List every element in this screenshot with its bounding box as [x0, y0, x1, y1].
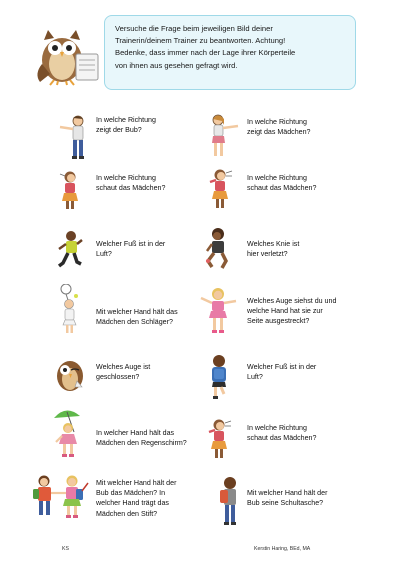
question-text: Mit welcher Hand hält das Mädchen den Schläger?: [96, 308, 178, 327]
girl-backpack-icon: [205, 354, 233, 400]
footer-author: Kerstin Haring, BEd, MA: [254, 546, 311, 552]
question-text: Mit welcher Hand hält der Bub das Mädchen? In welcher Hand trägt das Mädchen den Stift?: [96, 479, 177, 518]
footer-initials: KS: [62, 546, 69, 552]
girl-looking-icon: [57, 170, 83, 210]
girl-tennis-icon: [54, 284, 84, 334]
question-text: In welche Richtung schaut das Mädchen?: [96, 174, 166, 193]
question-text: Welcher Fuß ist in der Luft?: [247, 363, 317, 382]
boy-pointing-icon: [58, 114, 92, 160]
girl-pointing-icon: [208, 113, 242, 159]
girl-umbrella-icon: [52, 406, 86, 458]
boy-schoolbag-icon: [216, 476, 244, 528]
question-text: Welches Auge ist geschlossen?: [96, 363, 151, 382]
question-text: In welche Richtung zeigt der Bub?: [96, 116, 156, 135]
instruction-line: Versuche die Frage beim jeweiligen Bild deiner: [115, 24, 273, 33]
question-text: In welche Richtung schaut das Mädchen?: [247, 174, 317, 193]
question-text: In welcher Hand hält das Mädchen den Regenschirm?: [96, 429, 187, 448]
girl-waving-icon: [198, 286, 240, 334]
instruction-line: Bedenke, dass immer nach der Lage ihrer Körperteile: [115, 48, 296, 58]
question-text: Welches Knie ist hier verletzt?: [247, 240, 300, 259]
question-text: Welches Auge siehst du und welche Hand hat sie zur Seite ausgestreckt?: [247, 297, 337, 326]
boy-running-icon: [55, 230, 85, 272]
girl-looking-icon: [205, 418, 235, 460]
question-text: Mit welcher Hand hält der Bub seine Schultasche?: [247, 489, 328, 508]
instruction-line: von ihnen aus gesehen gefragt wird.: [115, 60, 238, 70]
girl-injured-knee-icon: [202, 227, 232, 271]
owl-mascot-icon: [32, 24, 104, 86]
kids-holding-hands-icon: [30, 473, 90, 525]
question-text: Welcher Fuß ist in der Luft?: [96, 240, 166, 259]
girl-looking-icon: [206, 168, 236, 210]
question-text: In welche Richtung schaut das Mädchen?: [247, 424, 317, 443]
instruction-box: [104, 15, 356, 90]
question-text: In welche Richtung zeigt das Mädchen?: [247, 118, 311, 137]
owl-winking-icon: [55, 357, 85, 393]
instruction-line: Trainerin/deinem Trainer zu beantworten. Achtung!: [115, 36, 286, 46]
